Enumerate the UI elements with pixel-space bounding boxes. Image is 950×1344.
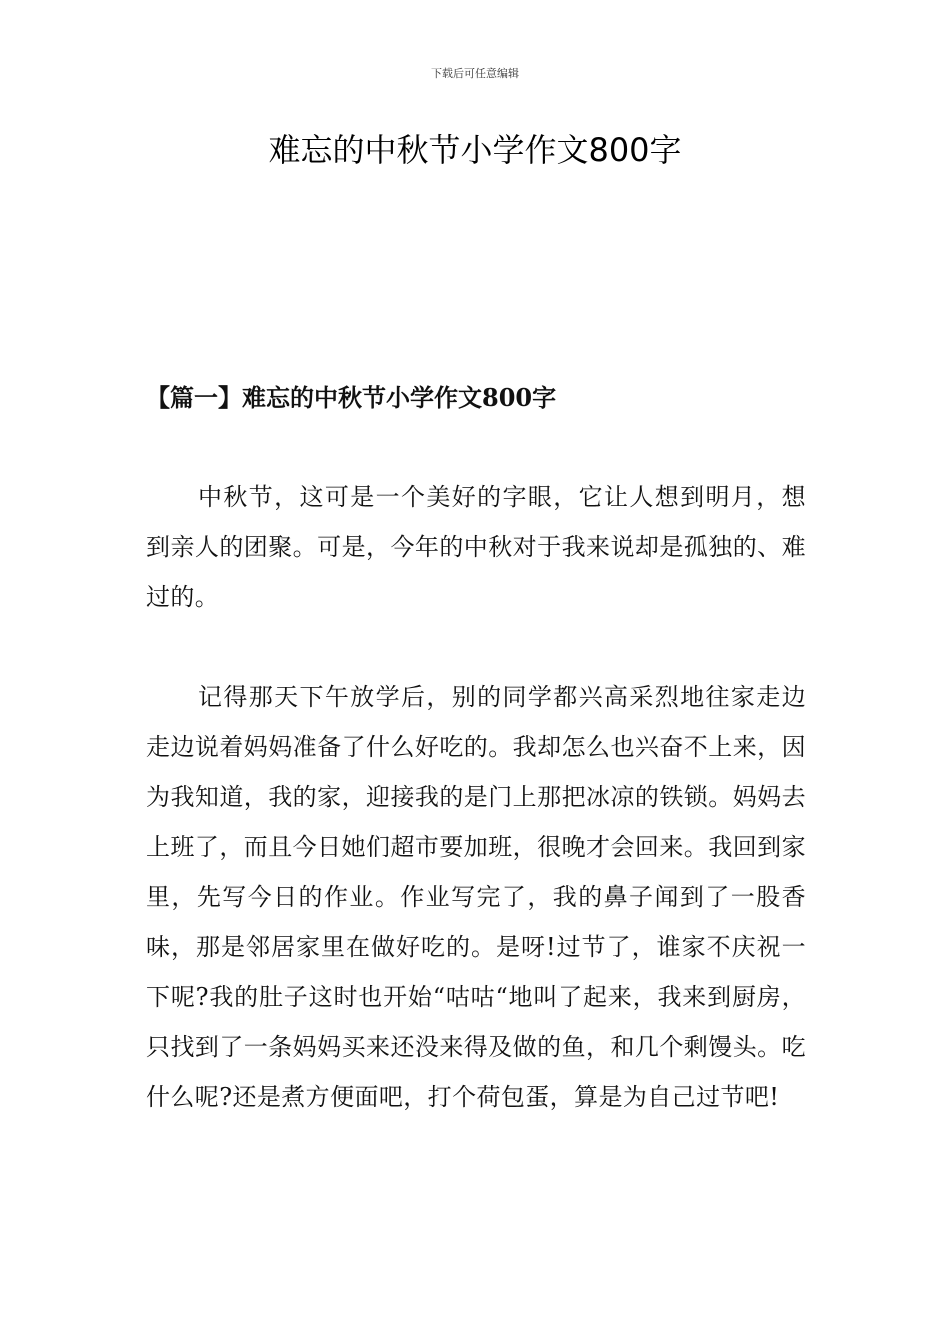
paragraph-2: 记得那天下午放学后，别的同学都兴高采烈地往家走边走边说着妈妈准备了什么好吃的。我却怎么也兴奋不上来，因为我知道，我的家，迎接我的是门上那把冰凉的铁锁。妈妈去上班了，而且今日她们超市要加班，很晚才会回来。我回到家里，先写今日的作业。作业写完了，我的鼻子闻到了一股香味，那是邻居家里在做好吃的。是呀!过节了，谁家不庆祝一下呢?我的肚子这时也开始“咕咕“地叫了起来，我来到厨房，只找到了一条妈妈买来还没来得及做的鱼，和几个剩馒头。吃什么呢?还是煮方便面吧，打个荷包蛋，算是为自己过节吧! [146, 683, 806, 1111]
document-title: 难忘的中秋节小学作文800字 [268, 131, 682, 169]
section-heading: 【篇一】难忘的中秋节小学作文800字 [146, 383, 557, 412]
paragraph-1: 中秋节，这可是一个美好的字眼，它让人想到明月，想到亲人的团聚。可是，今年的中秋对于我来说却是孤独的、难过的。 [146, 483, 806, 611]
header-note: 下载后可任意编辑 [431, 67, 519, 80]
